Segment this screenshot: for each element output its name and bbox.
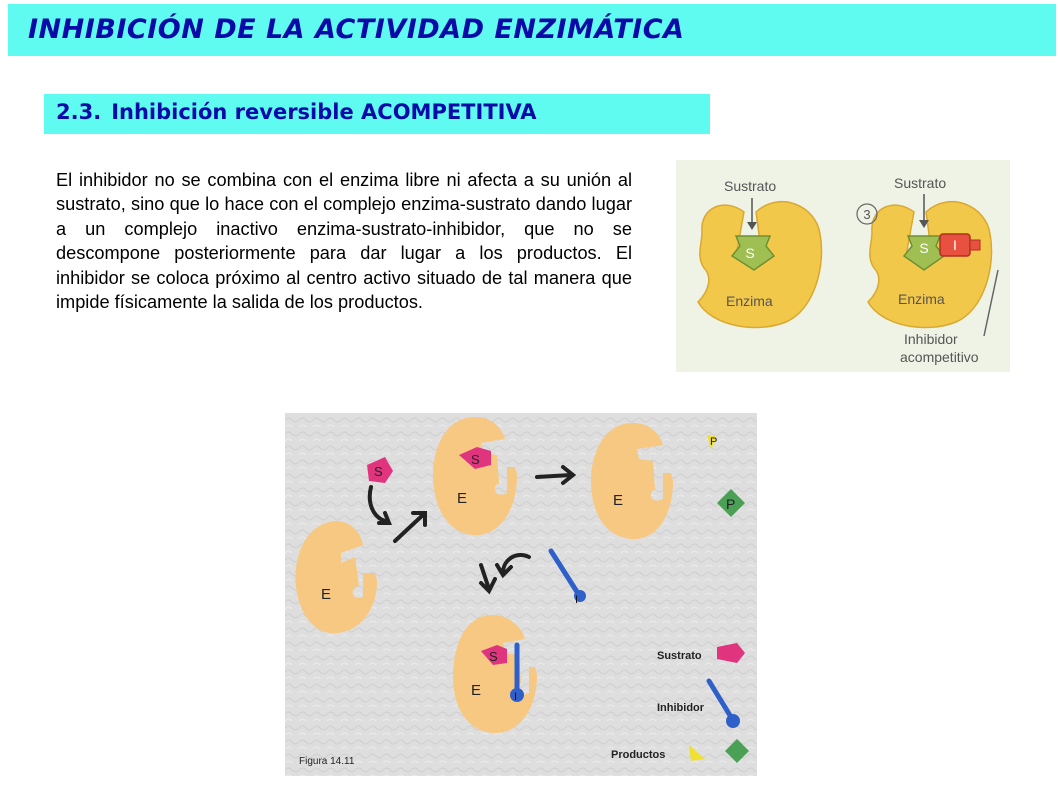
title-banner <box>8 4 1056 56</box>
substrate-symbol: S <box>374 464 383 479</box>
enzyme-label: Enzima <box>898 291 945 307</box>
inhibitor-symbol: I <box>514 691 518 703</box>
section-title: Inhibición reversible ACOMPETITIVA <box>111 100 537 124</box>
inhibitor-symbol: I <box>953 237 957 253</box>
substrate-symbol: S <box>489 649 498 664</box>
enzyme-symbol: E <box>471 682 482 699</box>
substrate-label: Sustrato <box>894 175 947 191</box>
inhibitor-tab <box>970 240 980 250</box>
enzyme-symbol: E <box>457 490 468 507</box>
description-paragraph: El inhibidor no se combina con el enzima libre ni afecta a su unión al sustrato, sino que lo hace con el complejo enzima-sustrato dando lugar a un complejo inactivo enzima-sustrato-inhibidor, que no se descompone posteriormente para dar lugar a los productos. El inhibidor se coloca próximo al centro activo situado de tal manera que impide físicamente la salida de los productos. <box>56 170 632 313</box>
substrate-symbol: S <box>471 452 480 467</box>
legend-products-label: Productos <box>611 749 666 761</box>
inhibitor-label-line1: Inhibidor <box>904 331 958 347</box>
enzyme-symbol: E <box>321 586 332 603</box>
substrate-symbol: S <box>745 245 755 261</box>
arrow-release <box>537 475 571 477</box>
step-number: 3 <box>863 207 871 222</box>
inhibition-schematic <box>285 413 757 776</box>
legend-inhibitor-label: Inhibidor <box>657 702 705 714</box>
legend-inhibitor-head <box>726 714 740 728</box>
inhibitor-label-line2: acompetitivo <box>900 349 979 365</box>
product-symbol: P <box>710 436 718 448</box>
page-title: INHIBICIÓN DE LA ACTIVIDAD ENZIMÁTICA <box>28 14 685 45</box>
enzyme-label: Enzima <box>726 293 773 309</box>
section-banner <box>44 94 710 134</box>
legend-substrate-label: Sustrato <box>657 650 702 662</box>
inhibitor-symbol: I <box>575 594 579 606</box>
substrate-label: Sustrato <box>724 178 777 194</box>
textbook-illustration <box>676 160 1010 372</box>
product-symbol: P <box>726 496 736 512</box>
section-heading <box>56 100 537 124</box>
substrate-symbol: S <box>919 240 929 256</box>
enzyme-symbol: E <box>613 492 624 509</box>
section-number: 2.3. <box>56 100 102 124</box>
figure-caption: Figura 14.11 <box>299 756 355 767</box>
